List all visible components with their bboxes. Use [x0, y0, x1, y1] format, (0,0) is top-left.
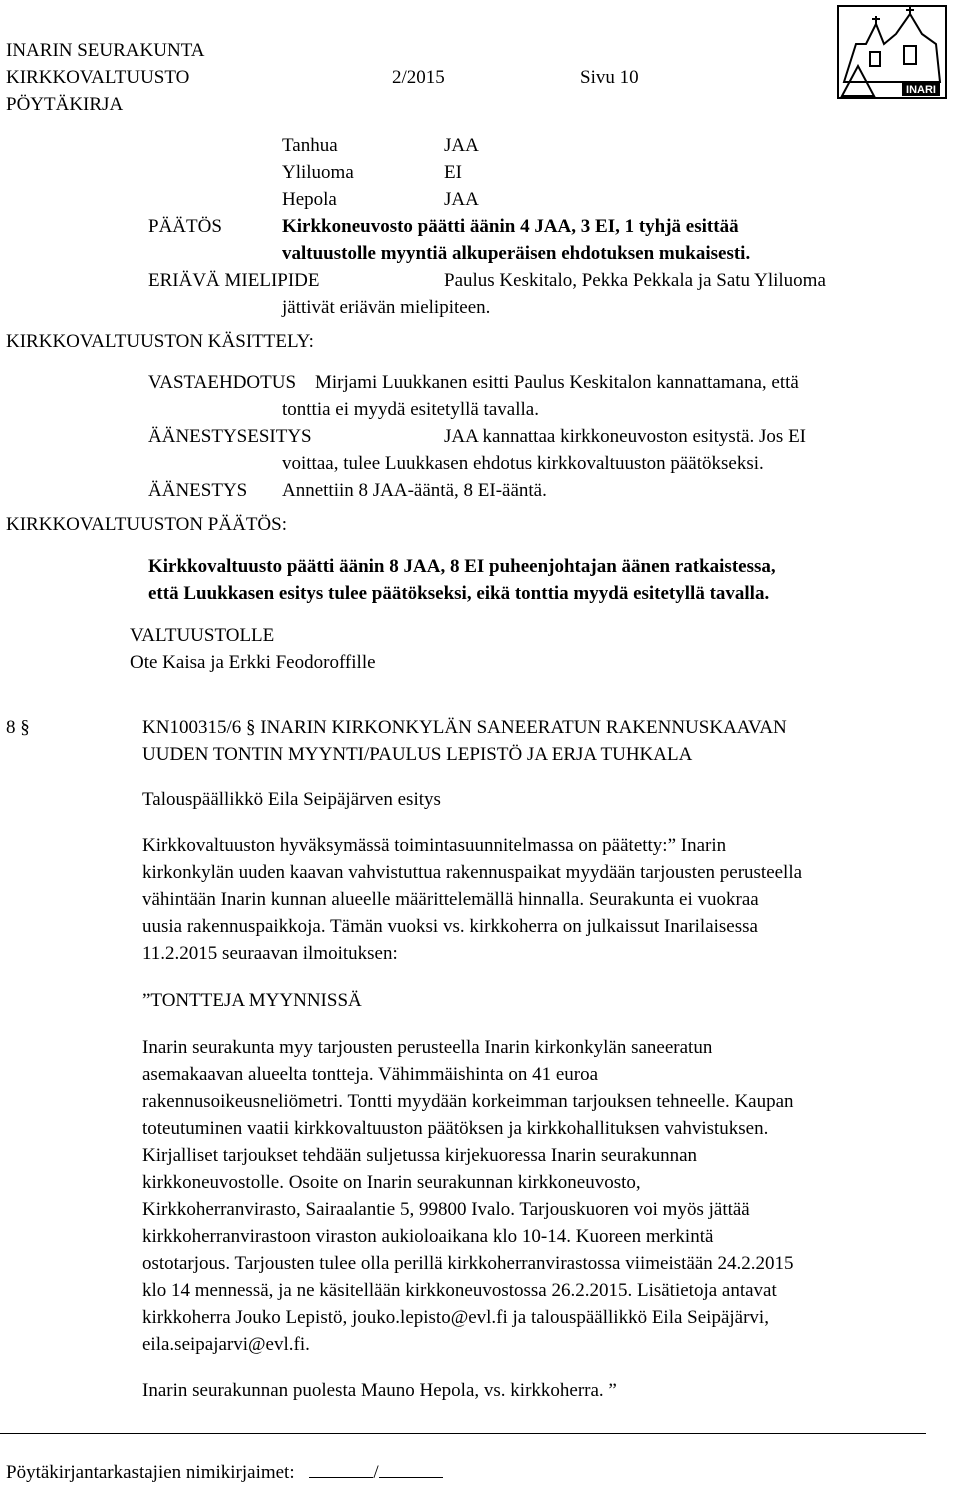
notice-line: kirkkoneuvostolle. Osoite on Inarin seurakunnan kirkkoneuvosto, — [142, 1172, 641, 1193]
notice-line: Kirkkoherranvirasto, Sairaalantie 5, 99800 Ivalo. Tarjouskuoren voi myös jättää — [142, 1199, 750, 1220]
copy-recipients: Ote Kaisa ja Erkki Feodoroffille — [130, 652, 376, 673]
counter-label: VASTAEHDOTUS — [148, 372, 297, 393]
initials-separator: / — [373, 1462, 379, 1483]
notice-title: ”TONTTEJA MYYNNISSÄ — [142, 990, 362, 1011]
header-page: Sivu 10 — [580, 67, 639, 88]
vote-proposal-label: ÄÄNESTYSESITYS — [148, 426, 312, 447]
paragraph-line: uusia rakennuspaikkoja. Tämän vuoksi vs. kirkkoherra on julkaissut Inarilaisessa — [142, 916, 758, 937]
header-doc: PÖYTÄKIRJA — [6, 94, 124, 115]
handling-heading: KIRKKOVALTUUSTON KÄSITTELY: — [6, 331, 314, 352]
logo-text: INARI — [906, 84, 936, 96]
notice-line: klo 14 mennessä, ja ne käsitellään kirkkoneuvostossa 26.2.2015. Lisätietoja antavat — [142, 1280, 777, 1301]
vote-label: ÄÄNESTYS — [148, 480, 248, 501]
dissent-line: jättivät eriävän mielipiteen. — [282, 297, 491, 318]
header-issue: 2/2015 — [392, 67, 445, 88]
council-decision-heading: KIRKKOVALTUUSTON PÄÄTÖS: — [6, 514, 287, 535]
vote-line: Annettiin 8 JAA-ääntä, 8 EI-ääntä. — [282, 480, 547, 501]
paragraph-line: vähintään Inarin kunnan alueelle määrittelemällä hinnalla. Seurakunta ei vuokraa — [142, 889, 759, 910]
vote-name: Tanhua — [282, 135, 338, 156]
vote-value: EI — [444, 162, 462, 183]
vote-value: JAA — [444, 135, 479, 156]
vote-proposal-line: JAA kannattaa kirkkoneuvoston esitystä. Jos EI — [444, 426, 807, 447]
notice-line: eila.seipajarvi@evl.fi. — [142, 1334, 310, 1355]
dissent-label: ERIÄVÄ MIELIPIDE — [148, 270, 320, 291]
counter-line: tonttia ei myydä esitetyllä tavalla. — [282, 399, 539, 420]
paragraph-line: Kirkkovaltuuston hyväksymässä toimintasuunnitelmassa on päätetty:” Inarin — [142, 835, 727, 856]
notice-line: ostotarjous. Tarjousten tulee olla perillä kirkkoherranvirastossa viimeistään 24.2.2015 — [142, 1253, 794, 1274]
recipient-label: VALTUUSTOLLE — [130, 625, 275, 646]
section-title: UUDEN TONTIN MYYNTI/PAULUS LEPISTÖ JA ERJA TUHKALA — [142, 744, 693, 765]
notice-line: asemakaavan alueelta tontteja. Vähimmäishinta on 41 euroa — [142, 1064, 599, 1085]
counter-line: Mirjami Luukkanen esitti Paulus Keskitalon kannattamana, että — [315, 372, 799, 393]
vote-proposal-line: voittaa, tulee Luukkasen ehdotus kirkkovaltuuston päätökseksi. — [282, 453, 764, 474]
notice-line: toteutuminen vaatii kirkkovaltuuston päätöksen ja kirkkohallituksen vahvistuksen. — [142, 1118, 769, 1139]
council-decision-line: Kirkkovaltuusto päätti äänin 8 JAA, 8 EI puheenjohtajan äänen ratkaistessa, — [148, 556, 776, 577]
initials-field[interactable] — [379, 1458, 443, 1478]
notice-line: Inarin seurakunta myy tarjousten perusteella Inarin kirkonkylän saneeratun — [142, 1037, 713, 1058]
section-number: 8 § — [6, 717, 30, 738]
decision-line: Kirkkoneuvosto päätti äänin 4 JAA, 3 EI, 1 tyhjä esittää — [282, 216, 739, 237]
initials-field[interactable] — [309, 1458, 373, 1478]
decision-line: valtuustolle myyntiä alkuperäisen ehdotuksen mukaisesti. — [282, 243, 751, 264]
decision-label: PÄÄTÖS — [148, 216, 222, 237]
vote-value: JAA — [444, 189, 479, 210]
footer-rule — [0, 1433, 926, 1434]
inari-church-logo-icon — [836, 4, 948, 100]
presenter-line: Talouspäällikkö Eila Seipäjärven esitys — [142, 789, 441, 810]
notice-line: kirkkoherranvirastoon viraston aukioloaikana klo 10-14. Kuoreen merkintä — [142, 1226, 714, 1247]
section-title: KN100315/6 § INARIN KIRKONKYLÄN SANEERATUN RAKENNUSKAAVAN — [142, 717, 787, 738]
paragraph-line: 11.2.2015 seuraavan ilmoituksen: — [142, 943, 398, 964]
header-body: KIRKKOVALTUUSTO — [6, 67, 190, 88]
council-decision-line: että Luukkasen esitys tulee päätökseksi, eikä tonttia myydä esitetyllä tavalla. — [148, 583, 770, 604]
dissent-line: Paulus Keskitalo, Pekka Pekkala ja Satu Yliluoma — [444, 270, 826, 291]
vote-name: Yliluoma — [282, 162, 354, 183]
notice-line: Kirjalliset tarjoukset tehdään suljetussa kirjekuoressa Inarin seurakunnan — [142, 1145, 698, 1166]
notice-line: rakennusoikeusneliömetri. Tontti myydään korkeimman tarjouksen tehneelle. Kaupan — [142, 1091, 794, 1112]
notice-line: kirkkoherra Jouko Lepistö, jouko.lepisto@evl.fi ja talouspäällikkö Eila Seipäjärvi, — [142, 1307, 769, 1328]
footer-initials — [6, 1458, 443, 1486]
signoff-line: Inarin seurakunnan puolesta Mauno Hepola, vs. kirkkoherra. ” — [142, 1380, 617, 1401]
header-org: INARIN SEURAKUNTA — [6, 40, 205, 61]
paragraph-line: kirkonkylän uuden kaavan vahvistuttua rakennuspaikat myydään tarjousten perusteella — [142, 862, 803, 883]
vote-name: Hepola — [282, 189, 337, 210]
footer-initials-label: Pöytäkirjantarkastajien nimikirjaimet: — [6, 1462, 295, 1483]
